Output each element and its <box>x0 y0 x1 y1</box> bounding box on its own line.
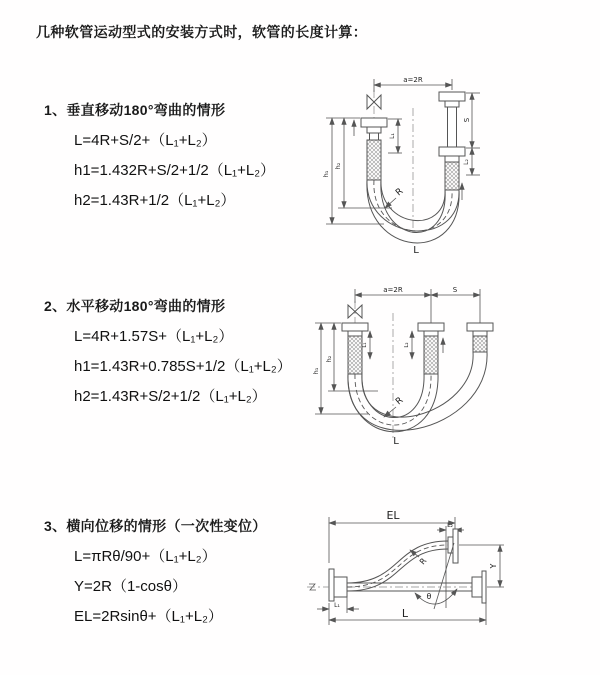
dimension-l2 <box>437 522 464 608</box>
middle-pipe-fitting <box>418 323 444 374</box>
section-2 <box>44 296 292 412</box>
dim-h2-label: h₂ <box>334 162 342 170</box>
technical-drawing-2 <box>308 283 558 455</box>
radius-callout <box>385 187 405 208</box>
dim-s-label: S <box>452 286 458 294</box>
dimension-s-l2 <box>463 93 480 175</box>
length-label: L <box>413 245 419 256</box>
dim-l1-label: L₁ <box>389 133 396 139</box>
angle-theta <box>415 543 457 609</box>
dim-a2r-label: a=2R <box>383 286 403 294</box>
technical-drawing-1 <box>312 72 547 264</box>
diagram-horizontal-180-bend <box>308 283 558 455</box>
section-3 <box>44 516 267 632</box>
formula-line: EL=2Rsinθ+（L₁+L₂） <box>74 608 223 625</box>
dim-h2-label: h₂ <box>325 355 333 363</box>
page-title: 几种软管运动型式的安装方式时，软管的长度计算： <box>36 24 368 40</box>
dimension-a2r-s <box>355 286 480 323</box>
left-pipe-fitting <box>361 118 387 180</box>
radius-callout <box>384 396 405 417</box>
formula-line: h1=1.432R+S/2+1/2（L₁+L₂） <box>74 162 276 179</box>
diagram-vertical-180-bend <box>312 72 547 264</box>
radius-label: R <box>394 395 406 408</box>
dim-h1-label: h₁ <box>312 367 320 375</box>
formula-line: L=4R+S/2+（L₁+L₂） <box>74 132 217 149</box>
formula-line: L=πRθ/90+（L₁+L₂） <box>74 548 217 565</box>
right-pipe-fitting <box>439 92 465 190</box>
hose-u-bends <box>348 352 487 432</box>
dim-y-label: Y <box>489 563 498 569</box>
dim-s-label: S <box>463 117 471 123</box>
dim-h1-label: h₁ <box>322 170 330 178</box>
dim-l1-label: L₁ <box>334 602 340 609</box>
dimension-l1 <box>388 119 402 153</box>
section-1-heading: 1、垂直移动180°弯曲的情形 <box>44 102 226 118</box>
left-flange <box>307 569 347 601</box>
dimension-l1 <box>317 595 359 613</box>
radius-label: R <box>394 186 406 199</box>
right-pipe-fitting <box>467 323 493 352</box>
dim-a2r-label: a=2R <box>403 76 423 84</box>
dim-l2-label: L₂ <box>447 522 453 529</box>
radius-label: R <box>417 556 429 567</box>
formula-line: h1=1.43R+0.785S+1/2（L₁+L₂） <box>74 358 292 375</box>
dim-l-label: L <box>401 607 409 620</box>
section-3-heading: 3、横向位移的情形（一次性变位） <box>44 518 267 534</box>
theta-label: θ <box>426 592 432 601</box>
formula-line: h2=1.43R+1/2（L₁+L₂） <box>74 192 236 209</box>
diagram-lateral-displacement <box>303 505 568 655</box>
technical-drawing-3 <box>303 505 568 655</box>
dim-l2-label: L₂ <box>404 342 410 348</box>
straight-pipe-ghost <box>347 571 486 603</box>
formula-line: h2=1.43R+S/2+1/2（L₁+L₂） <box>74 388 267 405</box>
length-label: L <box>393 436 399 447</box>
section-1 <box>44 100 275 216</box>
dimension-el <box>329 509 455 563</box>
dim-el-label: EL <box>386 509 400 522</box>
dim-l2-label: L₂ <box>463 159 470 165</box>
dimension-l <box>329 598 486 625</box>
dim-l1-label: L₁ <box>362 342 368 348</box>
dimension-a2r <box>374 76 452 92</box>
dimension-h1-h2 <box>312 323 378 414</box>
formula-line: L=4R+1.57S+（L₁+L₂） <box>74 328 234 345</box>
section-2-heading: 2、水平移动180°弯曲的情形 <box>44 298 226 314</box>
formula-line: Y=2R（1-cosθ） <box>74 578 187 595</box>
